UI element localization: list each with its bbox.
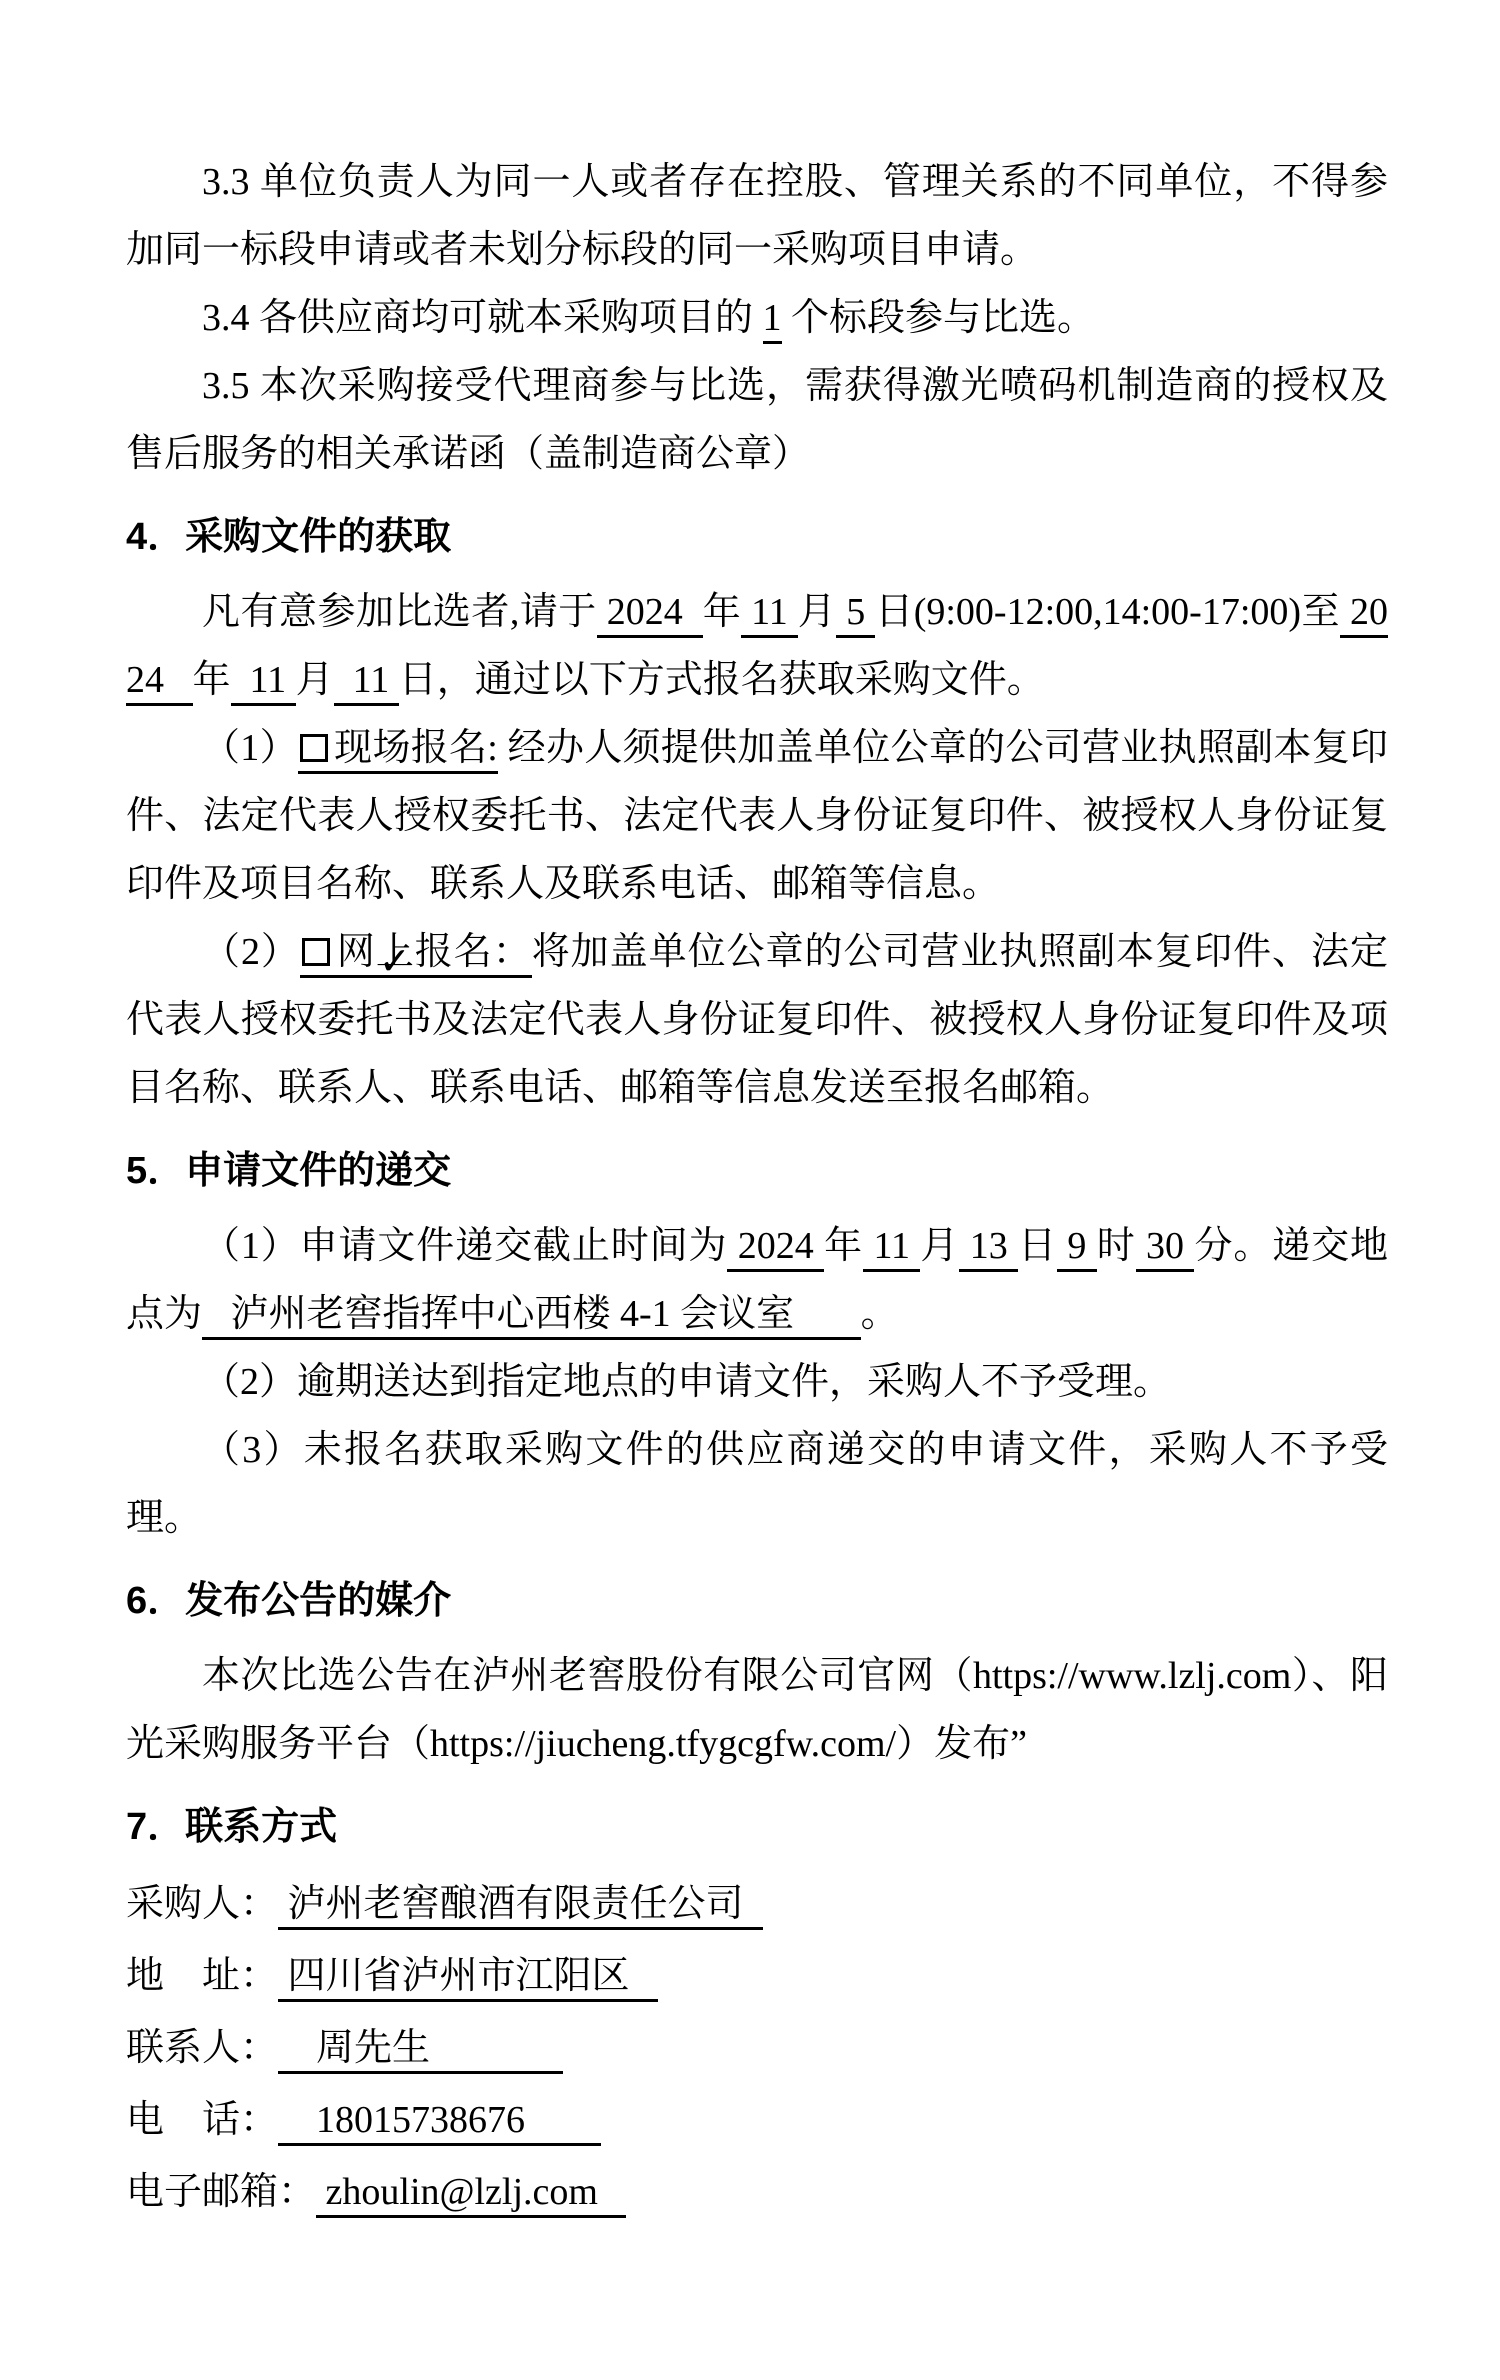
text-run: 3.4 各供应商均可就本采购项目的 [202, 297, 763, 339]
text-run: 1 [763, 297, 782, 344]
text-run: 18015738676 [278, 2099, 601, 2146]
document-body [126, 148, 1388, 2228]
text-run: 3.3 单位负责人为同一人或者存在控股、管理关系的不同单位，不得参加同一标段申请或者未划分标段的同一采购项目申请。 [126, 161, 1388, 271]
text-run: 四川省泸州市江阳区 [278, 1955, 658, 2002]
text-run: （2） [202, 931, 300, 973]
text-run: 日(9:00-12:00,14:00-17:00)至 [875, 591, 1341, 633]
text-run: 3.5 本次采购接受代理商参与比选，需获得激光喷码机制造商的授权及售后服务的相关承诺函（盖制造商公章） [126, 365, 1388, 475]
text-run: （3）未报名获取采购文件的供应商递交的申请文件，采购人不予受理。 [126, 1429, 1388, 1539]
paragraph [126, 352, 1388, 488]
checkbox-checked-icon [302, 938, 330, 966]
text-run: 4．采购文件的获取 [126, 516, 452, 558]
text-run: 凡有意参加比选者,请于 [202, 591, 597, 633]
checkbox-unchecked-icon [300, 734, 328, 762]
text-run: 月 [920, 1225, 960, 1267]
text-run: 30 [1136, 1225, 1195, 1272]
paragraph [126, 714, 1388, 918]
text-run: 联系人： [126, 2027, 279, 2069]
paragraph [126, 148, 1388, 284]
text-run: 现场报名: [298, 727, 498, 774]
text-run: 6．发布公告的媒介 [126, 1580, 452, 1622]
paragraph [126, 284, 1388, 352]
text-run: 5 [836, 591, 875, 638]
contact-line [126, 1940, 1388, 2012]
text-run: （1） [202, 727, 298, 769]
text-run: （2）逾期送达到指定地点的申请文件，采购人不予受理。 [202, 1361, 1172, 1403]
section-heading [126, 1138, 1388, 1204]
contact-line [126, 2084, 1388, 2156]
text-run: 采购人： [126, 1883, 279, 1925]
text-run: 将加盖单位公章的公司营业执照副本复印件、法定代表人授权委托书及法定代表人身份证复印件、被授权人身份证复印件及项目名称、联系人、联系电话、邮箱等信息发送至报名邮箱。 [126, 931, 1388, 1109]
paragraph [126, 1348, 1388, 1416]
text-run: zhoulin@lzlj.com [316, 2171, 626, 2218]
text-run: 泸州老窖酿酒有限责任公司 [278, 1883, 763, 1930]
paragraph [126, 918, 1388, 1122]
text-run: 5．申请文件的递交 [126, 1150, 452, 1192]
text-run: 11 [863, 1225, 920, 1272]
text-run: 2024 [597, 591, 703, 638]
text-run: 分。递交地点为 [126, 1225, 1388, 1335]
paragraph [126, 1416, 1388, 1552]
section-heading [126, 504, 1388, 570]
contact-line [126, 2156, 1388, 2228]
text-run: 泸州老窖指挥中心西楼 4-1 会议室 [202, 1293, 861, 1340]
text-run: 年 [192, 659, 231, 701]
text-run: 时 [1096, 1225, 1136, 1267]
paragraph [126, 578, 1388, 714]
text-run: 月 [295, 659, 334, 701]
paragraph [126, 1212, 1388, 1348]
text-run: 11 [741, 591, 798, 638]
text-run: 。 [860, 1293, 899, 1335]
contact-line [126, 1868, 1388, 1940]
text-run: 日 [1018, 1225, 1057, 1267]
text-run: 月 [797, 591, 837, 633]
text-run: 年 [824, 1225, 864, 1267]
text-run: （1）申请文件递交截止时间为 [202, 1225, 728, 1267]
text-run: 11 [334, 659, 399, 706]
text-run: 电子邮箱： [126, 2171, 317, 2213]
text-run: 个标段参与比选。 [781, 297, 1096, 339]
text-run: 本次比选公告在泸州老窖股份有限公司官网（https://www.lzlj.com）、阳光采购服务平台（https://jiucheng.tfygcgfw.com/）发布” [126, 1655, 1388, 1765]
text-run: 地 址： [126, 1955, 279, 1997]
text-run: 日，通过以下方式报名获取采购文件。 [398, 659, 1045, 701]
text-run: 经办人须提供加盖单位公章的公司营业执照副本复印件、法定代表人授权委托书、法定代表人身份证复印件、被授权人身份证复印件及项目名称、联系人及联系电话、邮箱等信息。 [126, 727, 1388, 905]
text-run: 电 话： [126, 2099, 279, 2141]
contact-line [126, 2012, 1388, 2084]
paragraph [126, 1642, 1388, 1778]
text-run: 13 [959, 1225, 1018, 1272]
text-run: 周先生 [278, 2027, 563, 2074]
section-heading [126, 1568, 1388, 1634]
text-run: 2024 [126, 591, 1388, 706]
text-run: ✓ 网上报名： [300, 931, 532, 978]
text-run: 7．联系方式 [126, 1806, 338, 1848]
section-heading [126, 1794, 1388, 1860]
text-run: 11 [231, 659, 296, 706]
text-run: 年 [702, 591, 742, 633]
text-run: 2024 [727, 1225, 824, 1272]
text-run: 9 [1057, 1225, 1097, 1272]
